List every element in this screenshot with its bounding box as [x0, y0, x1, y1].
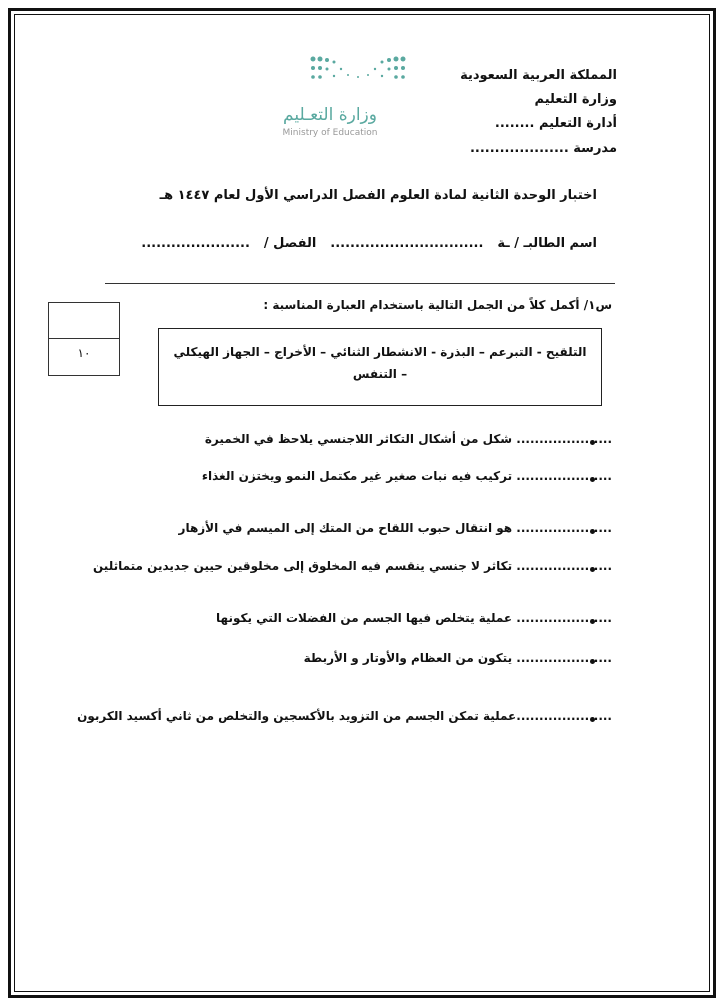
score-value: ١٠ — [77, 346, 91, 360]
header-directorate: أدارة التعليم ........ — [494, 116, 617, 131]
header-kingdom: المملكة العربية السعودية — [460, 68, 617, 83]
question-item: .....................عملية تمكن الجسم من التزويد بالأكسجين والتخلص من ثاني أكسيد الكربون — [77, 709, 612, 723]
logo-dots-icon — [308, 55, 408, 83]
header-ministry: وزارة التعليم — [534, 92, 617, 107]
score-box — [48, 302, 120, 376]
exam-title: اختبار الوحدة الثانية لمادة العلوم الفصل الدراسي الأول لعام ١٤٤٧ هـ — [159, 188, 597, 203]
word-bank-box — [158, 328, 602, 406]
question-prompt: س١/ أكمل كلاً من الجمل التالية باستخدام العبارة المناسبة : — [263, 298, 612, 312]
class-label: الفصل / — [263, 236, 317, 251]
student-name-field[interactable]: ............................... — [330, 236, 484, 251]
student-name-label: اسم الطالبـ / ـة — [497, 236, 597, 251]
class-field[interactable]: ...................... — [141, 236, 250, 251]
page-border — [8, 8, 716, 998]
question-item: ..................... تركيب فيه نبات صغير غير مكتمل النمو ويختزن الغذاء — [201, 469, 612, 483]
score-divider — [49, 338, 119, 339]
question-item: ..................... هو انتقال حبوب اللقاح من المتك إلى الميسم في الأزهار — [178, 521, 612, 535]
student-info-row — [60, 236, 597, 251]
question-item: ..................... عملية يتخلص فيها الجسم من الفضلات التي يكونها — [216, 611, 612, 625]
question-item: ..................... شكل من أشكال التكاثر اللاجنسي يلاحظ في الخميرة — [204, 432, 612, 446]
ministry-logo — [250, 55, 410, 145]
header-school: مدرسة .................... — [469, 141, 617, 156]
word-bank-text: التلقيح - التبرعم – البذرة - الانشطار الثنائي – الأخراج – الجهاز الهيكلي – التنفس — [173, 345, 587, 381]
question-item: ..................... يتكون من العظام والأوتار و الأربطة — [303, 651, 612, 665]
logo-english: Ministry of Education — [282, 128, 378, 138]
divider — [105, 283, 615, 284]
logo-arabic: وزارة التعـليم — [283, 105, 377, 125]
question-item: ..................... تكاثر لا جنسي ينقسم فيه المخلوق إلى مخلوقين حيين جديدين متماثلين — [93, 559, 612, 573]
